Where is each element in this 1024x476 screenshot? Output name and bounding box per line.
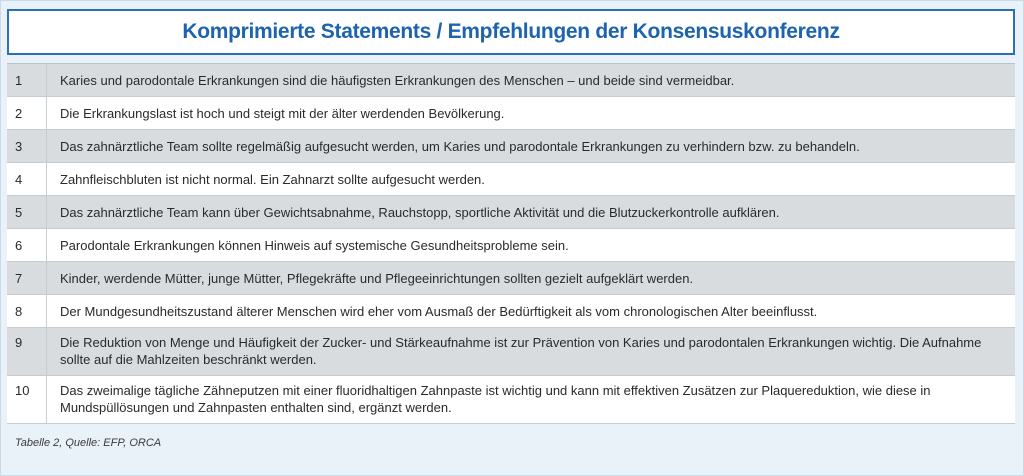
- table-row: [7, 295, 1015, 328]
- row-text: Parodontale Erkrankungen können Hinweis auf systemische Gesundheitsprobleme sein.: [60, 238, 569, 253]
- table-title: Komprimierte Statements / Empfehlungen der Konsensuskonferenz: [182, 20, 840, 43]
- row-text: Der Mundgesundheitszustand älterer Menschen wird eher vom Ausmaß der Bedürftigkeit als vom chronologischen Alter beeinflusst.: [60, 304, 818, 319]
- table-caption: Tabelle 2, Quelle: EFP, ORCA: [15, 437, 162, 449]
- row-number: 8: [7, 295, 47, 327]
- row-text: Die Erkrankungslast ist hoch und steigt mit der älter werdenden Bevölkerung.: [60, 106, 505, 121]
- row-number: 9: [7, 328, 47, 375]
- row-text: Das zahnärztliche Team kann über Gewichtsabnahme, Rauchstopp, sportliche Aktivität und die Blutzuckerkontrolle aufklären.: [60, 205, 780, 220]
- row-number: 7: [7, 262, 47, 294]
- table-row: [7, 196, 1015, 229]
- row-text: Karies und parodontale Erkrankungen sind die häufigsten Erkrankungen des Menschen – und beide sind vermeidbar.: [60, 73, 735, 88]
- title-box: [7, 9, 1015, 55]
- row-text: Kinder, werdende Mütter, junge Mütter, Pflegekräfte und Pflegeeinrichtungen sollten gezielt aufgeklärt werden.: [60, 271, 694, 286]
- row-text: Das zahnärztliche Team sollte regelmäßig aufgesucht werden, um Karies und parodontale Erkrankungen zu verhindern bzw. zu behandeln.: [60, 139, 860, 154]
- row-text: Das zweimalige tägliche Zähneputzen mit einer fluoridhaltigen Zahnpaste ist wichtig und kann mit effektiven Zusätzen zur Plaquereduktion, wie diese in Mundspüllösungen und Zahnpasten enthalten sind, ergänzt werden.: [60, 383, 931, 415]
- table-row: [7, 97, 1015, 130]
- table-row: [7, 262, 1015, 295]
- table-row: [7, 163, 1015, 196]
- row-text: Die Reduktion von Menge und Häufigkeit der Zucker- und Stärkeaufnahme ist zur Prävention von Karies und parodontalen Erkrankungen wichtig. Die Aufnahme sollte auf die Mahlzeiten beschränkt werden.: [60, 335, 982, 367]
- table-row: [7, 328, 1015, 376]
- row-text: Zahnfleischbluten ist nicht normal. Ein Zahnarzt sollte aufgesucht werden.: [60, 172, 485, 187]
- row-number: 5: [7, 196, 47, 228]
- table-row: [7, 376, 1015, 424]
- statements-table: [7, 63, 1015, 424]
- table-row: [7, 229, 1015, 262]
- row-number: 4: [7, 163, 47, 195]
- table-row: [7, 130, 1015, 163]
- row-number: 10: [7, 376, 47, 423]
- row-number: 3: [7, 130, 47, 162]
- row-number: 6: [7, 229, 47, 261]
- row-number: 2: [7, 97, 47, 129]
- table-row: [7, 64, 1015, 97]
- row-number: 1: [7, 64, 47, 96]
